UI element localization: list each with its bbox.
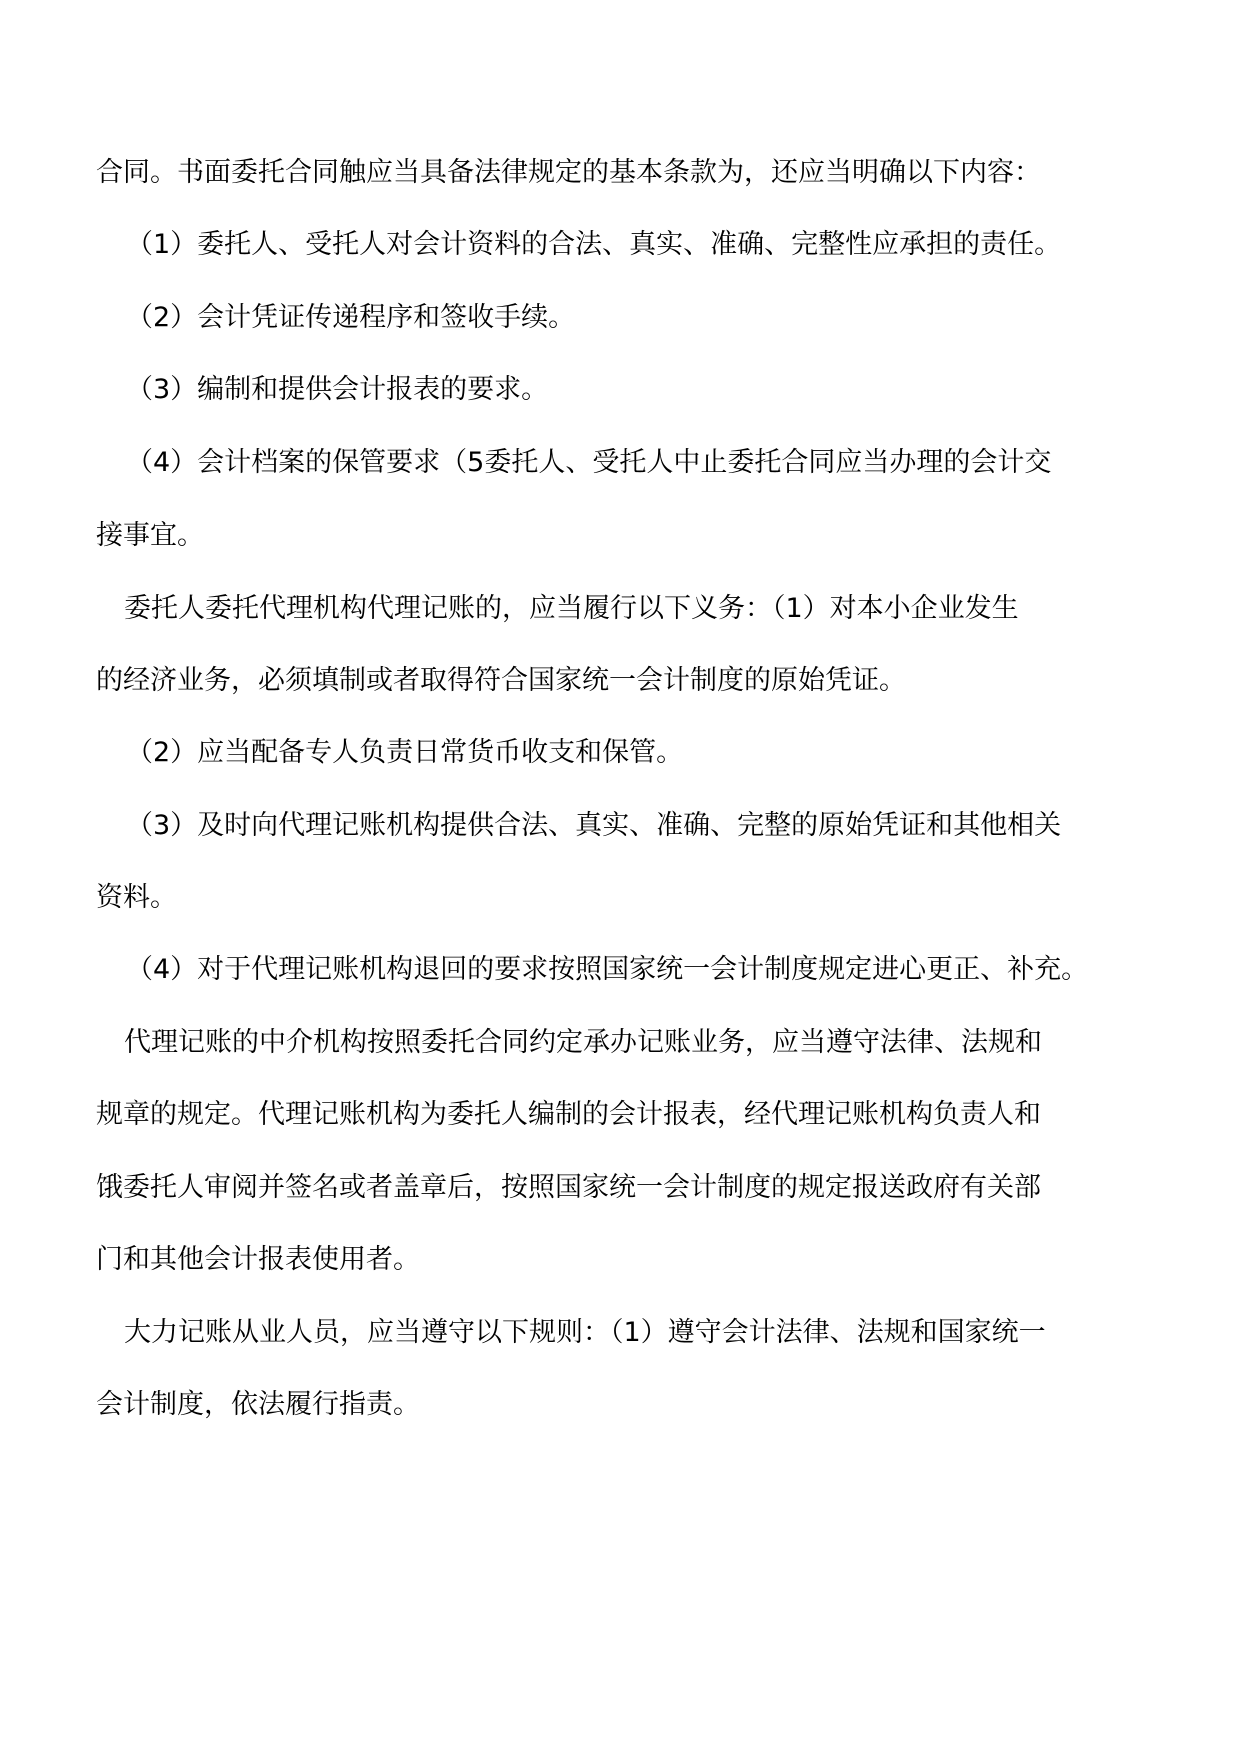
text-line: 会计制度，依法履行指责。 [96,1389,420,1420]
text-line: （3）及时向代理记账机构提供合法、真实、准确、完整的原始凭证和其他相关 [126,810,1062,841]
text-line: 的经济业务，必须填制或者取得符合国家统一会计制度的原始凭证。 [96,665,906,696]
text-line: （2）会计凭证传递程序和签收手续。 [126,302,576,333]
text-line: （4）会计档案的保管要求（5委托人、受托人中止委托合同应当办理的会计交 [126,447,1052,478]
text-line: （4）对于代理记账机构退回的要求按照国家统一会计制度规定进心更正、补充。 [126,954,1089,985]
text-line: 接事宜。 [96,520,204,551]
text-line: 规章的规定。代理记账机构为委托人编制的会计报表，经代理记账机构负责人和 [96,1099,1041,1130]
text-line: 门和其他会计报表使用者。 [96,1244,420,1275]
text-line: （3）编制和提供会计报表的要求。 [126,374,549,405]
text-line: 委托人委托代理机构代理记账的，应当履行以下义务：（1）对本小企业发生 [124,593,1019,624]
text-line: 大力记账从业人员，应当遵守以下规则：（1）遵守会计法律、法规和国家统一 [124,1317,1046,1348]
text-line: 合同。书面委托合同触应当具备法律规定的基本条款为，还应当明确以下内容： [96,157,1041,188]
text-line: 代理记账的中介机构按照委托合同约定承办记账业务，应当遵守法律、法规和 [124,1027,1042,1058]
text-line: （2）应当配备专人负责日常货币收支和保管。 [126,737,684,768]
text-line: 资料。 [96,882,177,913]
text-line: 饿委托人审阅并签名或者盖章后，按照国家统一会计制度的规定报送政府有关部 [96,1172,1041,1203]
text-line: （1）委托人、受托人对会计资料的合法、真实、准确、完整性应承担的责任。 [126,229,1062,260]
